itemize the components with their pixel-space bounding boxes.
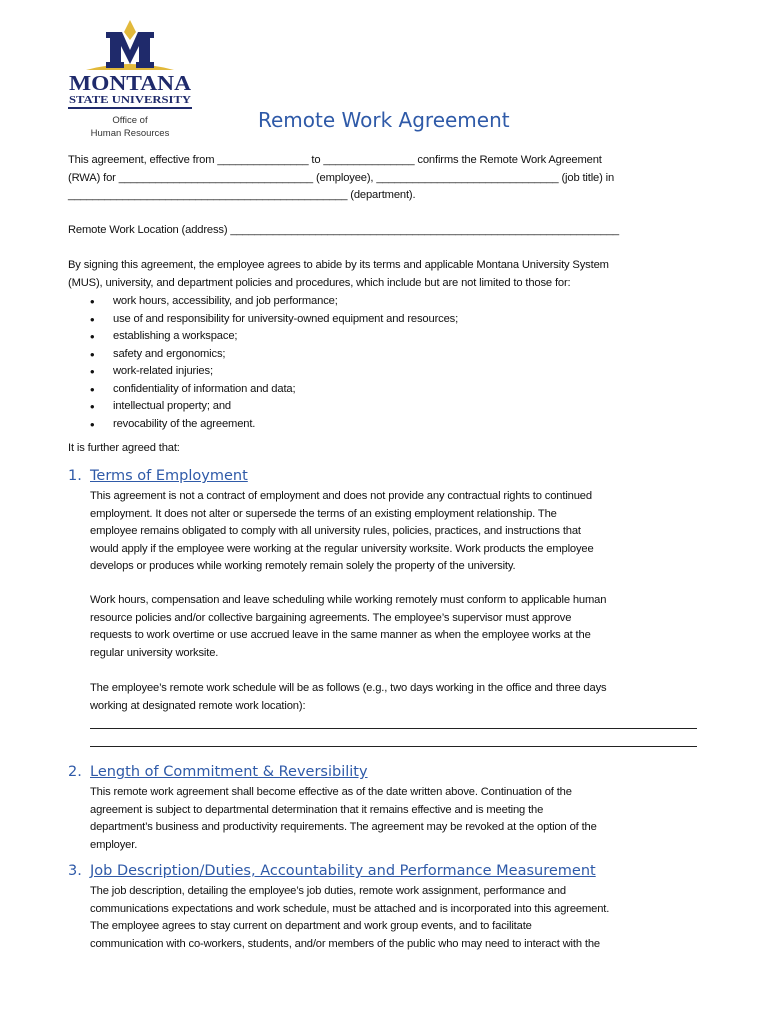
svg-text:Human Resources: Human Resources bbox=[90, 128, 170, 139]
schedule-blank-line[interactable] bbox=[90, 746, 697, 747]
list-item: • confidentiality of information and data; bbox=[90, 381, 458, 399]
list-item: • safety and ergonomics; bbox=[90, 346, 458, 364]
text-line: employment. It does not alter or supersede the terms of an existing employment relationship. The bbox=[90, 507, 557, 520]
section-title: Terms of Employment bbox=[90, 468, 248, 484]
intro-line: This agreement, effective from _______________ to _______________ confirms the Remote Work Agreement bbox=[68, 154, 602, 166]
text-line: The job description, detailing the employee’s job duties, remote work assignment, performance and bbox=[90, 885, 566, 897]
section-number: 3. bbox=[68, 863, 82, 879]
section-title: Job Description/Duties, Accountability and Performance Measurement bbox=[90, 863, 596, 879]
text-line: working at designated remote work location): bbox=[90, 699, 306, 712]
svg-text:STATE UNIVERSITY: STATE UNIVERSITY bbox=[69, 94, 192, 106]
text-line: regular university worksite. bbox=[90, 646, 219, 659]
signing-line: By signing this agreement, the employee agrees to abide by its terms and applicable Montana University System bbox=[68, 259, 609, 271]
list-item: • revocability of the agreement. bbox=[90, 416, 458, 434]
text-line: This remote work agreement shall become effective as of the date written above. Continuation of the bbox=[90, 786, 572, 798]
text-line: The employee agrees to stay current on department and work group events, and to facilitate bbox=[90, 920, 532, 932]
signing-paragraph bbox=[68, 257, 609, 292]
further-agreed bbox=[68, 440, 180, 458]
text-line: The employee’s remote work schedule will be as follows (e.g., two days working in the office and three days bbox=[90, 682, 607, 694]
list-item: • establishing a workspace; bbox=[90, 328, 458, 346]
signing-line: (MUS), university, and department policies and procedures, which include but are not limited to those for: bbox=[68, 276, 571, 289]
list-item: • work-related injuries; bbox=[90, 363, 458, 381]
section-2-paragraph bbox=[90, 784, 597, 854]
intro-paragraph bbox=[68, 152, 614, 205]
page-title: Remote Work Agreement bbox=[258, 108, 510, 132]
section-heading-commitment bbox=[68, 764, 368, 780]
remote-location-line bbox=[68, 222, 619, 240]
text-line: This agreement is not a contract of employment and does not provide any contractual rights to continued bbox=[90, 490, 592, 502]
text-line: employer. bbox=[90, 838, 138, 851]
policy-bullet-list bbox=[90, 293, 458, 433]
section-number: 2. bbox=[68, 764, 82, 780]
text-line: employee remains obligated to comply with all university rules, policies, practices, and instructions that bbox=[90, 525, 581, 537]
section-1-paragraph-1 bbox=[90, 488, 594, 576]
svg-text:Office of: Office of bbox=[112, 115, 148, 126]
msu-hr-logo bbox=[66, 18, 194, 142]
intro-line: (RWA) for ________________________________ (employee), ______________________________ (job title) in bbox=[68, 171, 615, 184]
text-line: agreement is subject to departmental determination that it remains effective and is meeting the bbox=[90, 803, 544, 816]
svg-text:MONTANA: MONTANA bbox=[69, 71, 192, 95]
list-item: • intellectual property; and bbox=[90, 398, 458, 416]
intro-line: ______________________________________________ (department). bbox=[68, 189, 416, 201]
section-title: Length of Commitment & Reversibility bbox=[90, 764, 368, 780]
section-heading-terms bbox=[68, 468, 248, 484]
further-text: It is further agreed that: bbox=[68, 442, 180, 454]
section-1-paragraph-2 bbox=[90, 592, 606, 662]
section-heading-job-description bbox=[68, 863, 596, 879]
text-line: resource policies and/or collective bargaining agreements. The employee’s supervisor must approve bbox=[90, 611, 572, 624]
text-line: communications expectations and work schedule, must be attached and is incorporated into this agreement. bbox=[90, 902, 610, 915]
text-line: Work hours, compensation and leave scheduling while working remotely must conform to applicable human bbox=[90, 594, 607, 606]
section-3-paragraph bbox=[90, 883, 609, 953]
section-number: 1. bbox=[68, 468, 82, 484]
list-item: • work hours, accessibility, and job performance; bbox=[90, 293, 458, 311]
text-line: department’s business and productivity requirements. The agreement may be revoked at the option of the bbox=[90, 821, 597, 833]
text-line: would apply if the employee were working at the regular university worksite. Work products the employee bbox=[90, 542, 594, 555]
text-line: develops or produces while working remotely remain solely the property of the university. bbox=[90, 560, 516, 572]
section-1-paragraph-3 bbox=[90, 680, 606, 715]
schedule-blank-line[interactable] bbox=[90, 728, 697, 729]
location-text: Remote Work Location (address) ________________________________________________________________ bbox=[68, 224, 620, 236]
list-item: • use of and responsibility for university-owned equipment and resources; bbox=[90, 311, 458, 329]
text-line: communication with co-workers, students, and/or members of the public who may need to interact with the bbox=[90, 937, 600, 950]
text-line: requests to work overtime or use accrued leave in the same manner as when the employee works at the bbox=[90, 629, 591, 641]
